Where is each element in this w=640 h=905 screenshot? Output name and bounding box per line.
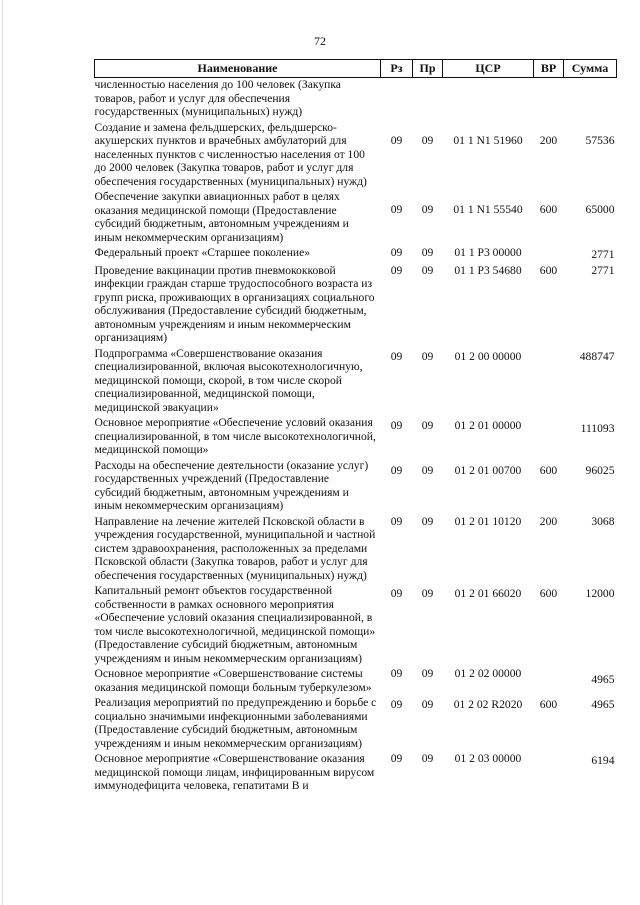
page-number: 72	[314, 34, 326, 48]
row-csr: 01 2 02 00000	[454, 667, 522, 680]
row-csr: 01 2 01 00700	[454, 463, 522, 477]
row-csr: 01 2 01 66020	[454, 587, 522, 600]
row-csr: 01 2 00 00000	[454, 349, 522, 363]
table-row	[95, 696, 617, 752]
row-name: Основное мероприятие «Обеспечение условий оказания специализированной, в том числе высокотехнологичной, медицинской помощи»	[94, 416, 376, 456]
row-vr: 200	[539, 133, 558, 147]
header-vr: ВР	[534, 60, 564, 78]
row-pr: 09	[421, 752, 434, 765]
row-rz: 09	[390, 263, 403, 277]
header-csr: ЦСР	[443, 60, 534, 78]
row-pr	[413, 78, 443, 121]
row-csr: 01 2 03 00000	[454, 752, 522, 765]
table-row	[95, 347, 617, 417]
row-vr	[534, 246, 564, 264]
row-name: Проведение вакцинации против пневмококковой инфекции граждан старше трудоспособного возраста из групп риска, проживающих в организациях социального обслуживания (Предоставление субсидий бюджетным, автономным учреждениям и иным некоммерческим организациям)	[94, 263, 375, 344]
table-row	[95, 584, 617, 667]
table-row	[95, 246, 617, 264]
row-name: численностью населения до 100 человек (Закупка товаров, работ и услуг для обеспечения государственных (муниципальных) нужд)	[94, 78, 341, 118]
row-rz: 09	[390, 133, 403, 147]
row-sum: 111093	[580, 422, 615, 435]
row-csr: 01 1 P3 54680	[454, 263, 522, 277]
row-rz: 09	[390, 246, 403, 259]
row-vr: 600	[539, 463, 558, 477]
row-vr: 200	[539, 514, 558, 528]
row-pr: 09	[421, 463, 434, 477]
budget-table	[94, 59, 617, 795]
row-rz: 09	[390, 667, 403, 680]
row-pr: 09	[421, 587, 434, 600]
row-name: Создание и замена фельдшерских, фельдшерско-акушерских пунктов и врачебных амбулаторий для населенных пунктов с численностью населения от 100 до 2000 человек (Закупка товаров, работ и услуг для обеспечения государственных (муниципальных) нужд)	[94, 120, 367, 188]
row-csr	[443, 78, 534, 121]
row-name: Подпрограмма «Совершенствование оказания специализированной, включая высокотехнологичную, медицинской помощи, скорой, в том числе скорой специализированной, медицинской помощи, медицинской эвакуации»	[94, 346, 363, 414]
row-vr: 600	[539, 203, 558, 216]
row-csr: 01 1 N1 51960	[453, 133, 523, 147]
row-rz: 09	[390, 587, 403, 600]
header-rz: Рз	[381, 60, 413, 78]
row-rz: 09	[390, 349, 403, 363]
row-csr: 01 2 01 00000	[454, 419, 522, 432]
row-name: Федеральный проект «Старшее поколение»	[94, 246, 311, 259]
table-row	[95, 667, 617, 696]
table-row	[95, 515, 617, 585]
row-name: Расходы на обеспечение деятельности (оказание услуг) государственных учреждений (Предоставление субсидий бюджетным, автономным учреждениям и иным некоммерческим организациям)	[94, 458, 369, 512]
row-vr	[534, 78, 564, 121]
row-sum: 6194	[591, 754, 615, 767]
row-sum: 2771	[591, 263, 615, 277]
row-sum: 96025	[585, 463, 615, 477]
row-name: Реализация мероприятий по предупреждению и борьбе с социально значимыми инфекционными заболеваниями (Предоставление субсидий бюджетным, автономным учреждениям и иным некоммерческим организациям)	[94, 696, 377, 750]
row-sum: 2771	[591, 248, 615, 261]
row-rz: 09	[390, 698, 403, 711]
row-vr	[534, 752, 564, 795]
row-vr: 600	[539, 263, 558, 277]
row-rz: 09	[390, 514, 403, 528]
row-sum: 3068	[591, 514, 615, 528]
row-vr: 600	[539, 698, 558, 711]
header-name: Наименование	[95, 60, 381, 78]
row-vr	[534, 667, 564, 696]
row-csr: 01 1 P3 00000	[454, 246, 522, 259]
scan-margin-edge	[2, 0, 3, 905]
row-name: Капитальный ремонт объектов государственной собственности в рамках основного мероприятия «Обеспечение условий оказания специализированной, в том числе высокотехнологичной, медицинской помощи» (Предоставление субсидий бюджетным, автономным учреждениям и иным некоммерческим организациям)	[94, 584, 376, 665]
table-header-row	[95, 60, 617, 78]
row-pr: 09	[421, 246, 434, 259]
row-pr: 09	[421, 133, 434, 147]
row-name: Основное мероприятие «Совершенствование оказания медицинской помощи лицам, инфицированным вирусом иммунодефицита человека, гепатитами B и	[94, 752, 375, 792]
header-sum: Сумма	[564, 60, 617, 78]
row-vr	[534, 416, 564, 459]
table-row	[95, 78, 617, 121]
row-sum: 57536	[585, 133, 615, 147]
row-csr: 01 2 01 10120	[454, 514, 522, 528]
row-rz	[381, 78, 413, 121]
row-rz: 09	[390, 203, 403, 216]
table-row	[95, 416, 617, 459]
row-rz: 09	[390, 752, 403, 765]
row-pr: 09	[421, 349, 434, 363]
table-row	[95, 121, 617, 191]
row-pr: 09	[421, 698, 434, 711]
row-rz: 09	[390, 419, 403, 432]
table-row	[95, 264, 617, 347]
row-csr: 01 1 N1 55540	[453, 203, 523, 216]
row-pr: 09	[421, 203, 434, 216]
row-pr: 09	[421, 263, 434, 277]
row-sum: 488747	[579, 349, 615, 363]
row-sum: 4965	[591, 698, 615, 711]
row-name: Обеспечение закупки авиационных работ в целях оказания медицинской помощи (Предоставление субсидий бюджетным, автономным учреждениям и иным некоммерческим организациям)	[94, 190, 349, 244]
row-name: Направление на лечение жителей Псковской области в учреждения государственной, муниципальной и частной систем здравоохранения, расположенных за пределами Псковской области (Закупка товаров, работ и услуг для обеспечения государственных (муниципальных) нужд)	[94, 514, 376, 582]
row-sum: 12000	[585, 587, 615, 600]
row-vr: 600	[539, 587, 558, 600]
row-pr: 09	[421, 419, 434, 432]
row-sum	[564, 78, 617, 121]
row-vr	[534, 347, 564, 417]
row-pr: 09	[421, 514, 434, 528]
header-pr: Пр	[413, 60, 443, 78]
row-sum: 65000	[585, 203, 615, 216]
row-csr: 01 2 02 R2020	[453, 698, 523, 711]
row-name: Основное мероприятие «Совершенствование системы оказания медицинской помощи больным туберкулезом»	[94, 667, 372, 694]
table-row	[95, 190, 617, 246]
budget-table-container	[94, 59, 616, 795]
row-sum: 4965	[591, 673, 615, 686]
row-pr: 09	[421, 667, 434, 680]
table-row	[95, 459, 617, 515]
row-rz: 09	[390, 463, 403, 477]
table-row	[95, 752, 617, 795]
